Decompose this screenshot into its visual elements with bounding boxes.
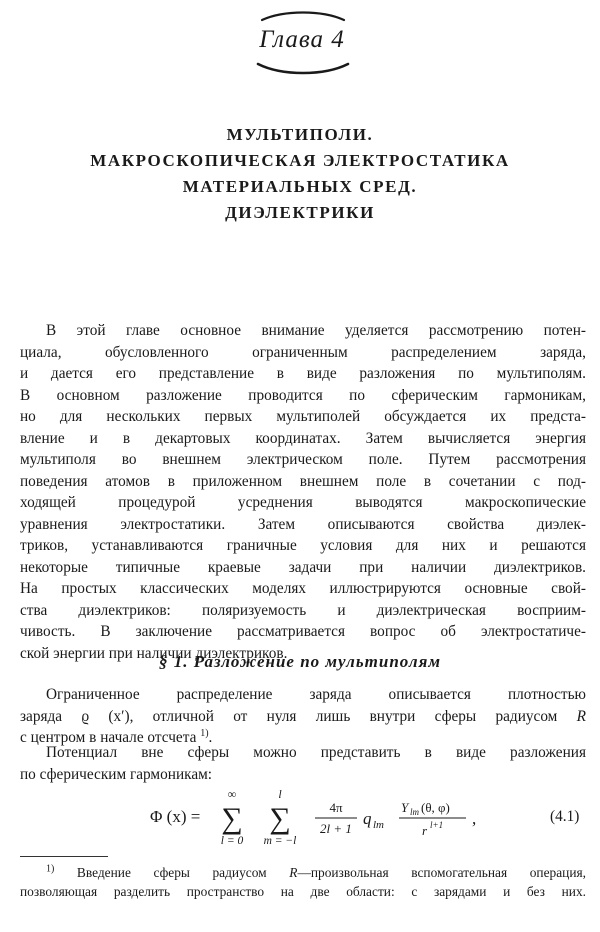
chapter-title	[40, 122, 560, 226]
sum2-bottom: m = −l	[263, 835, 297, 847]
text-line: поведения атомов в приложенном внешнем поле в сочетании с под-	[20, 472, 586, 490]
footnote-divider	[20, 856, 108, 857]
text-line: В основном разложение проводится по сферическим гармоникам,	[20, 386, 586, 404]
footnote-ref	[200, 728, 208, 739]
text-line: и дается его представление в виде разложения по мультиполям.	[20, 365, 586, 382]
footnote-line	[20, 863, 586, 882]
frac2-r: r	[422, 823, 428, 838]
footnote-line: позволяющая разделить пространство на две области: с зарядами и без них.	[20, 884, 586, 899]
frac2-Y: Y	[401, 800, 409, 815]
text-line: вление и в декартовых координатах. Затем вычисляется энергия	[20, 429, 586, 447]
chapter-label: Глава 4	[259, 26, 345, 53]
frac2-args: (θ, φ)	[421, 800, 450, 815]
footnote-marker-number: 1	[46, 863, 51, 875]
text-line: ходящей процедурой усреднения выводятся макроскопические	[20, 494, 586, 511]
text-run: заряда ϱ (x′), отличной от нуля лишь внутри сферы радиусом	[20, 707, 577, 725]
text-line: Ограниченное распределение заряда описывается плотностью	[46, 686, 586, 703]
formula-lhs: Φ (x) =	[150, 807, 201, 826]
footnote	[20, 863, 586, 901]
frac1-denominator: 2l + 1	[320, 821, 352, 836]
text-line: но для нескольких первых мультиполей обсуждается их предста-	[20, 408, 586, 425]
chapter-title-line: МАКРОСКОПИЧЕСКАЯ ЭЛЕКТРОСТАТИКА	[90, 151, 510, 170]
text-line: некоторые типичные краевые задачи при наличии диэлектриков.	[20, 558, 586, 576]
chapter-title-line: МУЛЬТИПОЛИ.	[226, 125, 374, 144]
text-line: В этой главе основное внимание уделяется рассмотрению потен-	[46, 322, 586, 339]
footnote-marker-paren: )	[51, 863, 55, 875]
variable-R: R	[289, 865, 298, 880]
section-heading: § 1. Разложение по мультиполям	[159, 652, 441, 671]
text-line: циала, обусловленного ограниченным распределением заряда,	[20, 343, 586, 361]
text-run: Введение сферы радиусом	[54, 865, 290, 880]
equation-4-1	[150, 782, 590, 852]
text-line: мультиполя во внешнем электрическом поле. Путем рассмотрения	[20, 451, 586, 468]
frac2-r-superscript: l+1	[430, 820, 444, 830]
text-line: На простых классических моделях иллюстрируются основные свой-	[20, 580, 586, 597]
text-line: ской энергии при наличии диэлектриков.	[20, 644, 288, 662]
footnote-ref-number: 1	[200, 727, 206, 739]
chapter-ornament	[222, 4, 382, 76]
sum1-sigma: ∑	[221, 802, 243, 835]
section-paragraph-1	[20, 684, 586, 749]
frac1-numerator: 4π	[329, 800, 343, 815]
text-run: .	[208, 729, 213, 746]
sum1-top: ∞	[227, 787, 237, 801]
chapter-title-line: МАТЕРИАЛЬНЫХ СРЕД.	[182, 177, 418, 196]
text-run: с центром в начале отсчета	[20, 729, 201, 746]
q-subscript: lm	[373, 819, 384, 831]
text-line: ства диэлектриков: поляризуемость и диэлектрическая восприим-	[20, 601, 586, 619]
text-line: триков, устанавливаются граничные условия для них и решаются	[20, 537, 586, 554]
footnote-ref-paren: )	[205, 727, 209, 739]
chapter-title-line: ДИЭЛЕКТРИКИ	[225, 203, 375, 222]
section-paragraph-2	[20, 742, 586, 785]
intro-paragraph	[20, 320, 586, 664]
text-line: по сферическим гармоникам:	[20, 765, 213, 783]
text-line: чивость. В заключение рассматривается вопрос об электростатиче-	[20, 623, 586, 640]
text-line: уравнения электростатики. Затем описываются свойства диэлек-	[20, 515, 586, 533]
sum1-bottom: l = 0	[220, 835, 244, 847]
text-line	[20, 706, 586, 728]
sum2-top: l	[278, 787, 282, 801]
frac2-Y-subscript: lm	[410, 807, 419, 817]
text-line: Потенциал вне сферы можно представить в виде разложения	[46, 744, 586, 761]
text-run: —произвольная вспомогательная операция,	[297, 865, 586, 880]
formula-trailing-comma: ,	[472, 809, 477, 828]
equation-number: (4.1)	[550, 808, 580, 825]
variable-R: R	[576, 707, 586, 725]
q-symbol: q	[363, 809, 372, 828]
sum2-sigma: ∑	[269, 802, 291, 835]
